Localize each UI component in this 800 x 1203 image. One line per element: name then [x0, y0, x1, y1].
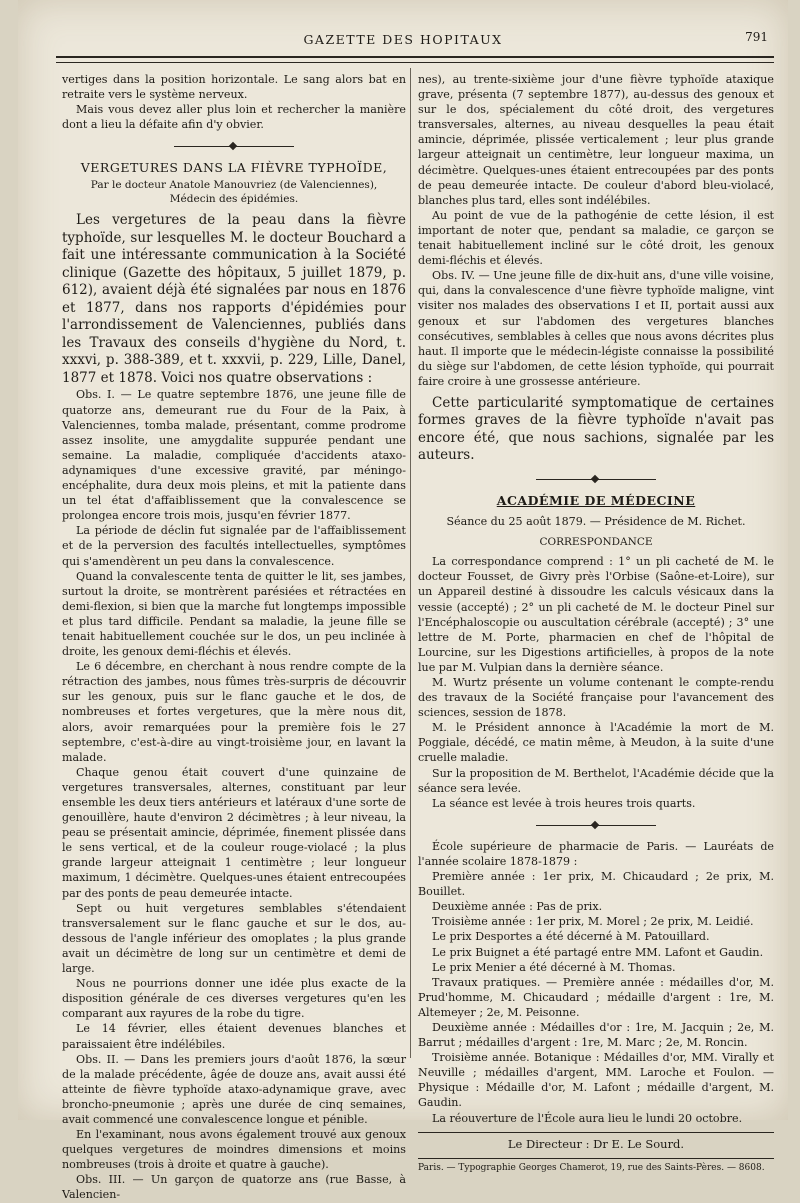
newspaper-page [18, 0, 788, 1202]
observation-paragraph: Nous ne pourrions donner une idée plus exacte de la disposition générale de ces diverses vergetures qu'en les comparant aux rayures de la robe du tigre. [62, 977, 406, 1021]
lead-paragraph: Les vergetures de la peau dans la fièvre typhoïde, sur lesquelles M. le docteur Bouchard a fait une intéressante communication à la Société clinique (Gazette des hôpitaux, 5 juillet 1879, p. 612), avaient déjà été signalées par nous en 1876 et 1877, dans nos rapports d'épidémies pour l'arrondissement de Valenciennes, publiés dans les Travaux des conseils d'hygiène du Nord, t. xxxvi, p. 388-389, et t. xxxvii, p. 229, Lille, Danel, 1877 et 1878. Voici nos quatre observations : [62, 212, 406, 386]
prize-line: Deuxième année : Pas de prix. [432, 900, 603, 914]
paragraph: La séance est levée à trois heures trois quarts. [432, 796, 696, 810]
paragraph: vertiges dans la position horizontale. Le sang alors bat en retraite vers le système nerveux. [62, 73, 406, 102]
observation-paragraph: La période de déclin fut signalée par de l'affaiblissement et de la perversion des facultés intellectuelles, symptômes qui s'amendèrent un peu dans la convalescence. [62, 524, 406, 568]
separator [536, 475, 656, 483]
observation-paragraph: Obs. II. — Dans les premiers jours d'août 1876, la sœur de la malade précédente, âgée de douze ans, avait aussi été atteinte de fièvre typhoïde ataxo-adynamique grave, avec broncho-pneumonie ; après une durée de cinq semaines, avait commencé une convalescence longue et pénible. [62, 1052, 406, 1126]
prize-line: Troisième année : 1er prix, M. Morel ; 2e prix, M. Leidié. [432, 915, 754, 929]
observation-paragraph: Obs. III. — Un garçon de quatorze ans (rue Basse, à Valencien- [62, 1173, 406, 1202]
prize-line: Première année : 1er prix, M. Chicaudard ; 2e prix, M. Bouillet. [418, 870, 774, 899]
paragraph: Mais vous devez aller plus loin et rechercher la manière dont a lieu la défaite afin d'y obvier. [62, 103, 406, 132]
prize-line: La réouverture de l'École aura lieu le lundi 20 octobre. [432, 1111, 743, 1125]
page-header [18, 30, 788, 52]
observation-paragraph: Obs. IV. — Une jeune fille de dix-huit ans, d'une ville voisine, qui, dans la convalescence d'une fièvre typhoïde maligne, vint visiter nos malades des observations I et II, portait aussi aux genoux et sur l'abdomen des vergetures blanches consécutives, semblables à celles que nous avons décrites plus haut. Il importe que le médecin-légiste connaisse la possibilité du siège sur l'abdomen, de cette lésion typhoïde, qui pourrait faire croire à une grossesse antérieure. [418, 269, 774, 388]
prize-line: Travaux pratiques. — Première année : médailles d'or, M. Prud'homme, M. Chicaudard ; médaille d'argent : 1re, M. Altemeyer ; 2e, M. Peisonne. [418, 975, 774, 1019]
paragraph: La correspondance comprend : 1° un pli cacheté de M. le docteur Fousset, de Givry près l'Orbise (Saône-et-Loire), sur un Appareil destiné à dissoudre les calculs vésicaux dans la vessie (accepté) ; 2° un pli cacheté de M. le docteur Pinel sur l'Encéphaloscopie ou auscultation cérébrale (accepté) ; 3° une lettre de M. Porte, pharmacien en chef de l'hôpital de Lourcine, sur les Digestions artificielles, à propos de la note lue par M. Vulpian dans la dernière séance. [418, 555, 774, 674]
observation-paragraph: Obs. I. — Le quatre septembre 1876, une jeune fille de quatorze ans, demeurant rue du Four de la Paix, à Valenciennes, tomba malade, présentant, comme prodrome assez insolite, une amygdalite suppurée pendant une semaine. La maladie, compliquée d'accidents ataxo-adynamiques d'une excessive gravité, par méningo-encéphalite, dura deux mois pleins, et mit la patiente dans un tel état d'affaiblissement que la convalescence se prolongea encore trois mois, jusqu'en février 1877. [62, 388, 406, 523]
director-line: Le Directeur : Dr E. Le Sourd. [507, 1136, 685, 1151]
left-column [62, 72, 406, 1203]
paragraph: M. le Président annonce à l'Académie la mort de M. Poggiale, décédé, ce matin même, à Meudon, à la suite d'une cruelle maladie. [418, 721, 774, 765]
separator [536, 821, 656, 829]
article-title: VERGETURES DANS LA FIÈVRE TYPHOÏDE, [80, 160, 388, 176]
page-number: 791 [745, 30, 768, 44]
separator [174, 142, 294, 150]
imprint-line: Paris. — Typographie Georges Chamerot, 19, rue des Saints-Pères. — 8608. [418, 1158, 774, 1176]
footer-rule [418, 1132, 774, 1133]
observation-paragraph: Chaque genou était couvert d'une quinzaine de vergetures transversales, alternes, constituant par leur ensemble les deux tiers antérieurs et latéraux d'une sorte de genouillère, haute d'environ 2 décimètres ; à leur niveau, la peau se présentait amincie, déprimée, finement plissée dans le sens vertical, et de la couleur rouge-violacé ; la plus grande largeur atteignait 1 centimètre ; leur longueur maximum, 1 décimètre. Quelques-unes étaient entrecoupées par des ponts de peau demeurée intacte. [62, 765, 406, 900]
article-byline-role: Médecin des épidémies. [169, 192, 299, 205]
observation-paragraph: En l'examinant, nous avons également trouvé aux genoux quelques vergetures de moindres dimensions et moins nombreuses (trois à droite et quatre à gauche). [62, 1128, 406, 1172]
article-byline: Par le docteur Anatole Manouvriez (de Valenciennes), [90, 179, 378, 192]
paragraph: Sur la proposition de M. Berthelot, l'Académie décide que la séance sera levée. [418, 766, 774, 795]
header-rule [56, 56, 774, 63]
prize-line: Troisième année. Botanique : Médailles d'or, MM. Virally et Neuville ; médailles d'argent, MM. Laroche et Foulon. — Physique : Médaille d'or, M. Lafont ; médaille d'argent, M. Gaudin. [418, 1051, 774, 1110]
running-title: GAZETTE DES HOPITAUX [303, 32, 503, 47]
observation-paragraph: Sept ou huit vergetures semblables s'étendaient transversalement sur le flanc gauche et sur le dos, au-dessous de l'angle inférieur des omoplates ; la plus grande avait un décimètre de long sur un centimètre et demi de large. [62, 901, 406, 976]
prize-line: Le prix Menier a été décerné à M. Thomas. [432, 960, 676, 974]
academy-title: ACADÉMIE DE MÉDECINE [496, 492, 696, 508]
observation-paragraph: Quand la convalescente tenta de quitter le lit, ses jambes, surtout la droite, se montrèrent parésiées et rétractées en demi-flexion, si bien que la marche fut longtemps impossible et plus tard difficile. Pendant sa maladie, la jeune fille se tenait habituellement couchée sur le dos, un peu inclinée à droite, les genoux demi-fléchis et élevés. [62, 569, 406, 659]
prize-line: Le prix Desportes a été décerné à M. Patouillard. [432, 930, 710, 944]
paragraph: Au point de vue de la pathogénie de cette lésion, il est important de noter que, pendant sa maladie, ce garçon se tenait habituellement incliné sur le côté droit, les genoux demi-fléchis et élevés. [418, 208, 774, 268]
correspondance-title: CORRESPONDANCE [539, 536, 653, 549]
observation-paragraph: Le 14 février, elles étaient devenues blanches et paraissaient être indélébiles. [62, 1022, 406, 1051]
prize-line: Le prix Buignet a été partagé entre MM. Lafont et Gaudin. [432, 945, 764, 959]
seance-line: Séance du 25 août 1879. — Présidence de M. Richet. [446, 515, 746, 529]
paragraph: École supérieure de pharmacie de Paris. — Lauréats de l'année scolaire 1878-1879 : [418, 839, 774, 868]
observation-paragraph: Le 6 décembre, en cherchant à nous rendre compte de la rétraction des jambes, nous fûmes très-surpris de découvrir sur les genoux, puis sur le flanc gauche et le dos, de nombreuses et fortes vergetures, que la mère nous dit, alors, avoir remarquées pour la première fois le 27 septembre, c'est-à-dire au vingt-troisième jour, en lavant la malade. [62, 660, 406, 764]
paragraph: nes), au trente-sixième jour d'une fièvre typhoïde ataxique grave, présenta (7 septembre 1877), au-dessus des genoux et sur le dos, spécialement du côté droit, des vergetures transversales, alternes, au niveau desquelles la peau était amincie, déprimée, plissée verticalement ; leur plus grande largeur atteignait un centimètre, leur longueur maxima, un décimètre. Quelques-unes étaient entrecoupées par des ponts de peau demeurée intacte. De couleur d'abord bleu-violacé, blanches plus tard, elles sont indélébiles. [418, 73, 774, 207]
paragraph: M. Wurtz présente un volume contenant le compte-rendu des travaux de la Société française pour l'avancement des sciences, session de 1878. [418, 676, 774, 720]
prize-line: Deuxième année : Médailles d'or : 1re, M. Jacquin ; 2e, M. Barrut ; médailles d'argent : 1re, M. Marc ; 2e, M. Roncin. [418, 1020, 774, 1050]
right-column [418, 72, 774, 1176]
conclusion-paragraph: Cette particularité symptomatique de certaines formes graves de la fièvre typhoïde n'avait pas encore été, que nous sachions, signalée par les auteurs. [418, 394, 774, 464]
column-divider [410, 68, 411, 1058]
